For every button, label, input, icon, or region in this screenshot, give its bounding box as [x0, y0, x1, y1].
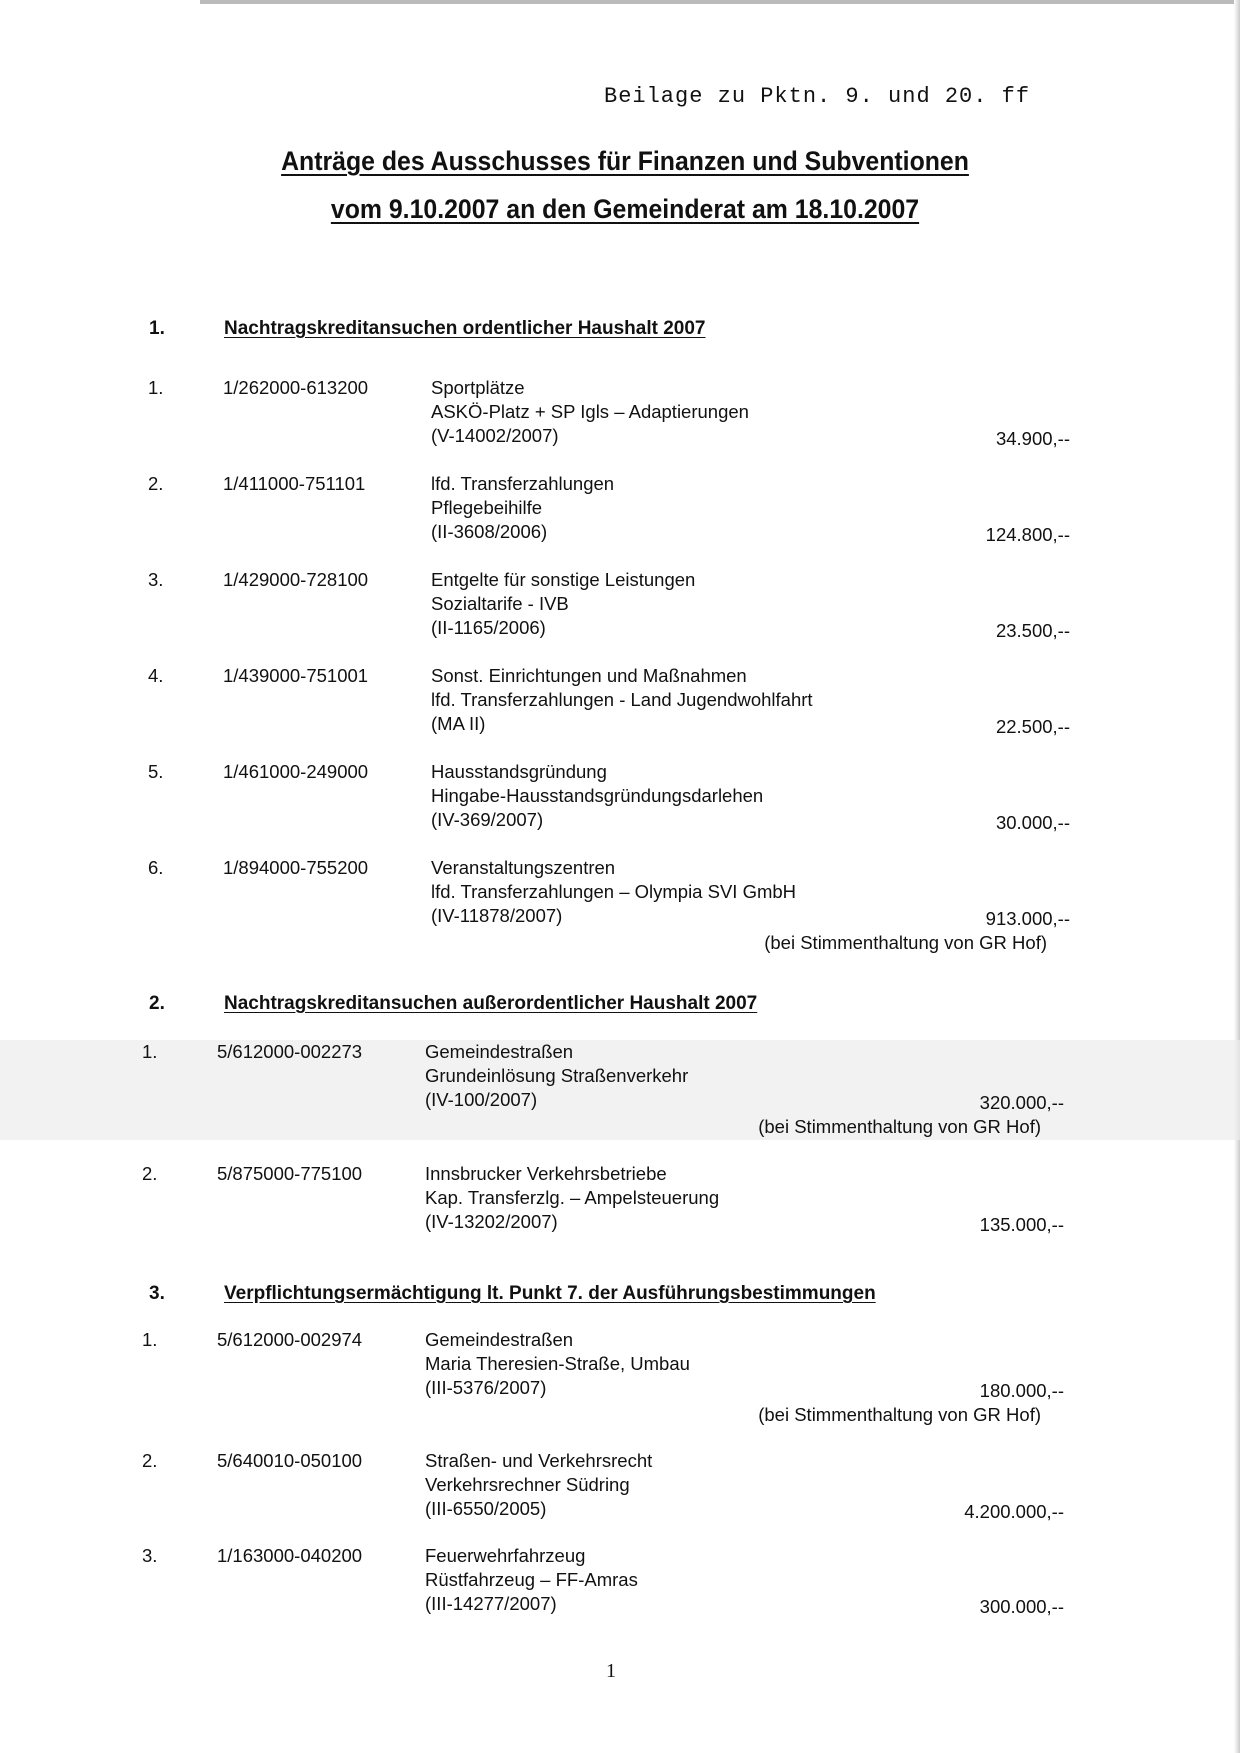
- description-line: (III-5376/2007): [425, 1377, 547, 1398]
- budget-code: 1/163000-040200: [217, 1545, 363, 1566]
- budget-code: 5/875000-775100: [217, 1163, 363, 1184]
- budget-code: 1/429000-728100: [223, 569, 369, 590]
- item-description: [425, 1040, 688, 1112]
- description-line: lfd. Transferzahlungen: [431, 473, 615, 494]
- document-title-line1: Anträge des Ausschusses für Finanzen und Subventionen: [281, 146, 969, 176]
- item-description: [425, 1449, 652, 1521]
- description-line: Kap. Transferzlg. – Ampelsteuerung: [425, 1187, 720, 1208]
- description-line: (IV-13202/2007): [425, 1211, 558, 1232]
- description-line: Rüstfahrzeug – FF-Amras: [425, 1569, 638, 1590]
- item-number: 2.: [148, 473, 164, 494]
- item-description: [431, 376, 749, 448]
- item-number: 1.: [142, 1329, 158, 1350]
- description-line: Innsbrucker Verkehrsbetriebe: [425, 1163, 667, 1184]
- item-description: [431, 664, 813, 736]
- budget-code: 1/461000-249000: [223, 761, 369, 782]
- description-line: lfd. Transferzahlungen - Land Jugendwohlfahrt: [431, 689, 813, 710]
- amount: 300.000,--: [979, 1596, 1064, 1617]
- amount: 320.000,--: [979, 1092, 1064, 1113]
- item-number: 1.: [142, 1041, 158, 1062]
- description-line: Feuerwehrfahrzeug: [425, 1545, 586, 1566]
- item-number: 4.: [148, 665, 164, 686]
- description-line: ASKÖ-Platz + SP Igls – Adaptierungen: [431, 401, 749, 422]
- budget-code: 5/612000-002273: [217, 1041, 363, 1062]
- item-number: 2.: [142, 1163, 158, 1184]
- item-description: [431, 472, 614, 544]
- description-line: Grundeinlösung Straßenverkehr: [425, 1065, 689, 1086]
- section-number: 1.: [149, 318, 165, 339]
- description-line: Veranstaltungszentren: [431, 857, 616, 878]
- abstention-note: (bei Stimmenthaltung von GR Hof): [758, 1116, 1041, 1137]
- description-line: Hausstandsgründung: [431, 761, 607, 782]
- description-line: (IV-100/2007): [425, 1089, 538, 1110]
- item-description: [425, 1544, 638, 1616]
- description-line: (II-1165/2006): [431, 617, 546, 638]
- page-number: 1: [606, 1660, 616, 1682]
- item-description: [425, 1162, 719, 1234]
- item-number: 6.: [148, 857, 164, 878]
- description-line: (III-6550/2005): [425, 1498, 547, 1519]
- description-line: Gemeindestraßen: [425, 1041, 574, 1062]
- description-line: Straßen- und Verkehrsrecht: [425, 1450, 653, 1471]
- section-number: 2.: [149, 993, 165, 1014]
- description-line: lfd. Transferzahlungen – Olympia SVI GmbH: [431, 881, 797, 902]
- item-number: 1.: [148, 377, 164, 398]
- item-number: 3.: [148, 569, 164, 590]
- amount: 34.900,--: [995, 428, 1070, 449]
- section-title: Nachtragskreditansuchen ordentlicher Haushalt 2007: [224, 318, 706, 339]
- item-description: [431, 760, 763, 832]
- amount: 124.800,--: [985, 524, 1070, 545]
- item-description: [425, 1328, 690, 1400]
- budget-code: 1/411000-751101: [223, 473, 366, 494]
- description-line: (III-14277/2007): [425, 1593, 557, 1614]
- description-line: (IV-11878/2007): [431, 905, 563, 926]
- description-line: Entgelte für sonstige Leistungen: [431, 569, 696, 590]
- description-line: (MA II): [431, 713, 486, 734]
- abstention-note: (bei Stimmenthaltung von GR Hof): [764, 932, 1047, 953]
- budget-code: 5/640010-050100: [217, 1450, 363, 1471]
- description-line: (II-3608/2006): [431, 521, 548, 542]
- attachment-reference: Beilage zu Pktn. 9. und 20. ff: [604, 84, 1031, 109]
- amount: 4.200.000,--: [964, 1501, 1064, 1522]
- amount: 913.000,--: [985, 908, 1070, 929]
- description-line: Maria Theresien-Straße, Umbau: [425, 1353, 690, 1374]
- description-line: (V-14002/2007): [431, 425, 559, 446]
- item-number: 5.: [148, 761, 164, 782]
- description-line: (IV-369/2007): [431, 809, 544, 830]
- section-title: Nachtragskreditansuchen außerordentlicher Haushalt 2007: [224, 993, 758, 1014]
- description-line: Gemeindestraßen: [425, 1329, 574, 1350]
- description-line: Sportplätze: [431, 377, 525, 398]
- abstention-note: (bei Stimmenthaltung von GR Hof): [758, 1404, 1041, 1425]
- description-line: Pflegebeihilfe: [431, 497, 543, 518]
- amount: 180.000,--: [979, 1380, 1064, 1401]
- amount: 23.500,--: [995, 620, 1070, 641]
- amount: 135.000,--: [979, 1214, 1064, 1235]
- item-number: 3.: [142, 1545, 158, 1566]
- budget-code: 1/439000-751001: [223, 665, 369, 686]
- description-line: Hingabe-Hausstandsgründungsdarlehen: [431, 785, 764, 806]
- item-description: [431, 856, 796, 928]
- section-title: Verpflichtungsermächtigung lt. Punkt 7. der Ausführungsbestimmungen: [224, 1283, 876, 1304]
- scan-edge-right: [1234, 0, 1240, 1753]
- amount: 30.000,--: [995, 812, 1070, 833]
- description-line: Sozialtarife - IVB: [431, 593, 569, 614]
- scan-edge-top: [200, 0, 1240, 4]
- description-line: Sonst. Einrichtungen und Maßnahmen: [431, 665, 747, 686]
- item-number: 2.: [142, 1450, 158, 1471]
- budget-code: 5/612000-002974: [217, 1329, 363, 1350]
- section-number: 3.: [149, 1283, 165, 1304]
- amount: 22.500,--: [995, 716, 1070, 737]
- item-description: [431, 568, 695, 640]
- document-title-line2: vom 9.10.2007 an den Gemeinderat am 18.10.2007: [330, 194, 920, 224]
- budget-code: 1/894000-755200: [223, 857, 369, 878]
- description-line: Verkehrsrechner Südring: [425, 1474, 630, 1495]
- budget-code: 1/262000-613200: [223, 377, 369, 398]
